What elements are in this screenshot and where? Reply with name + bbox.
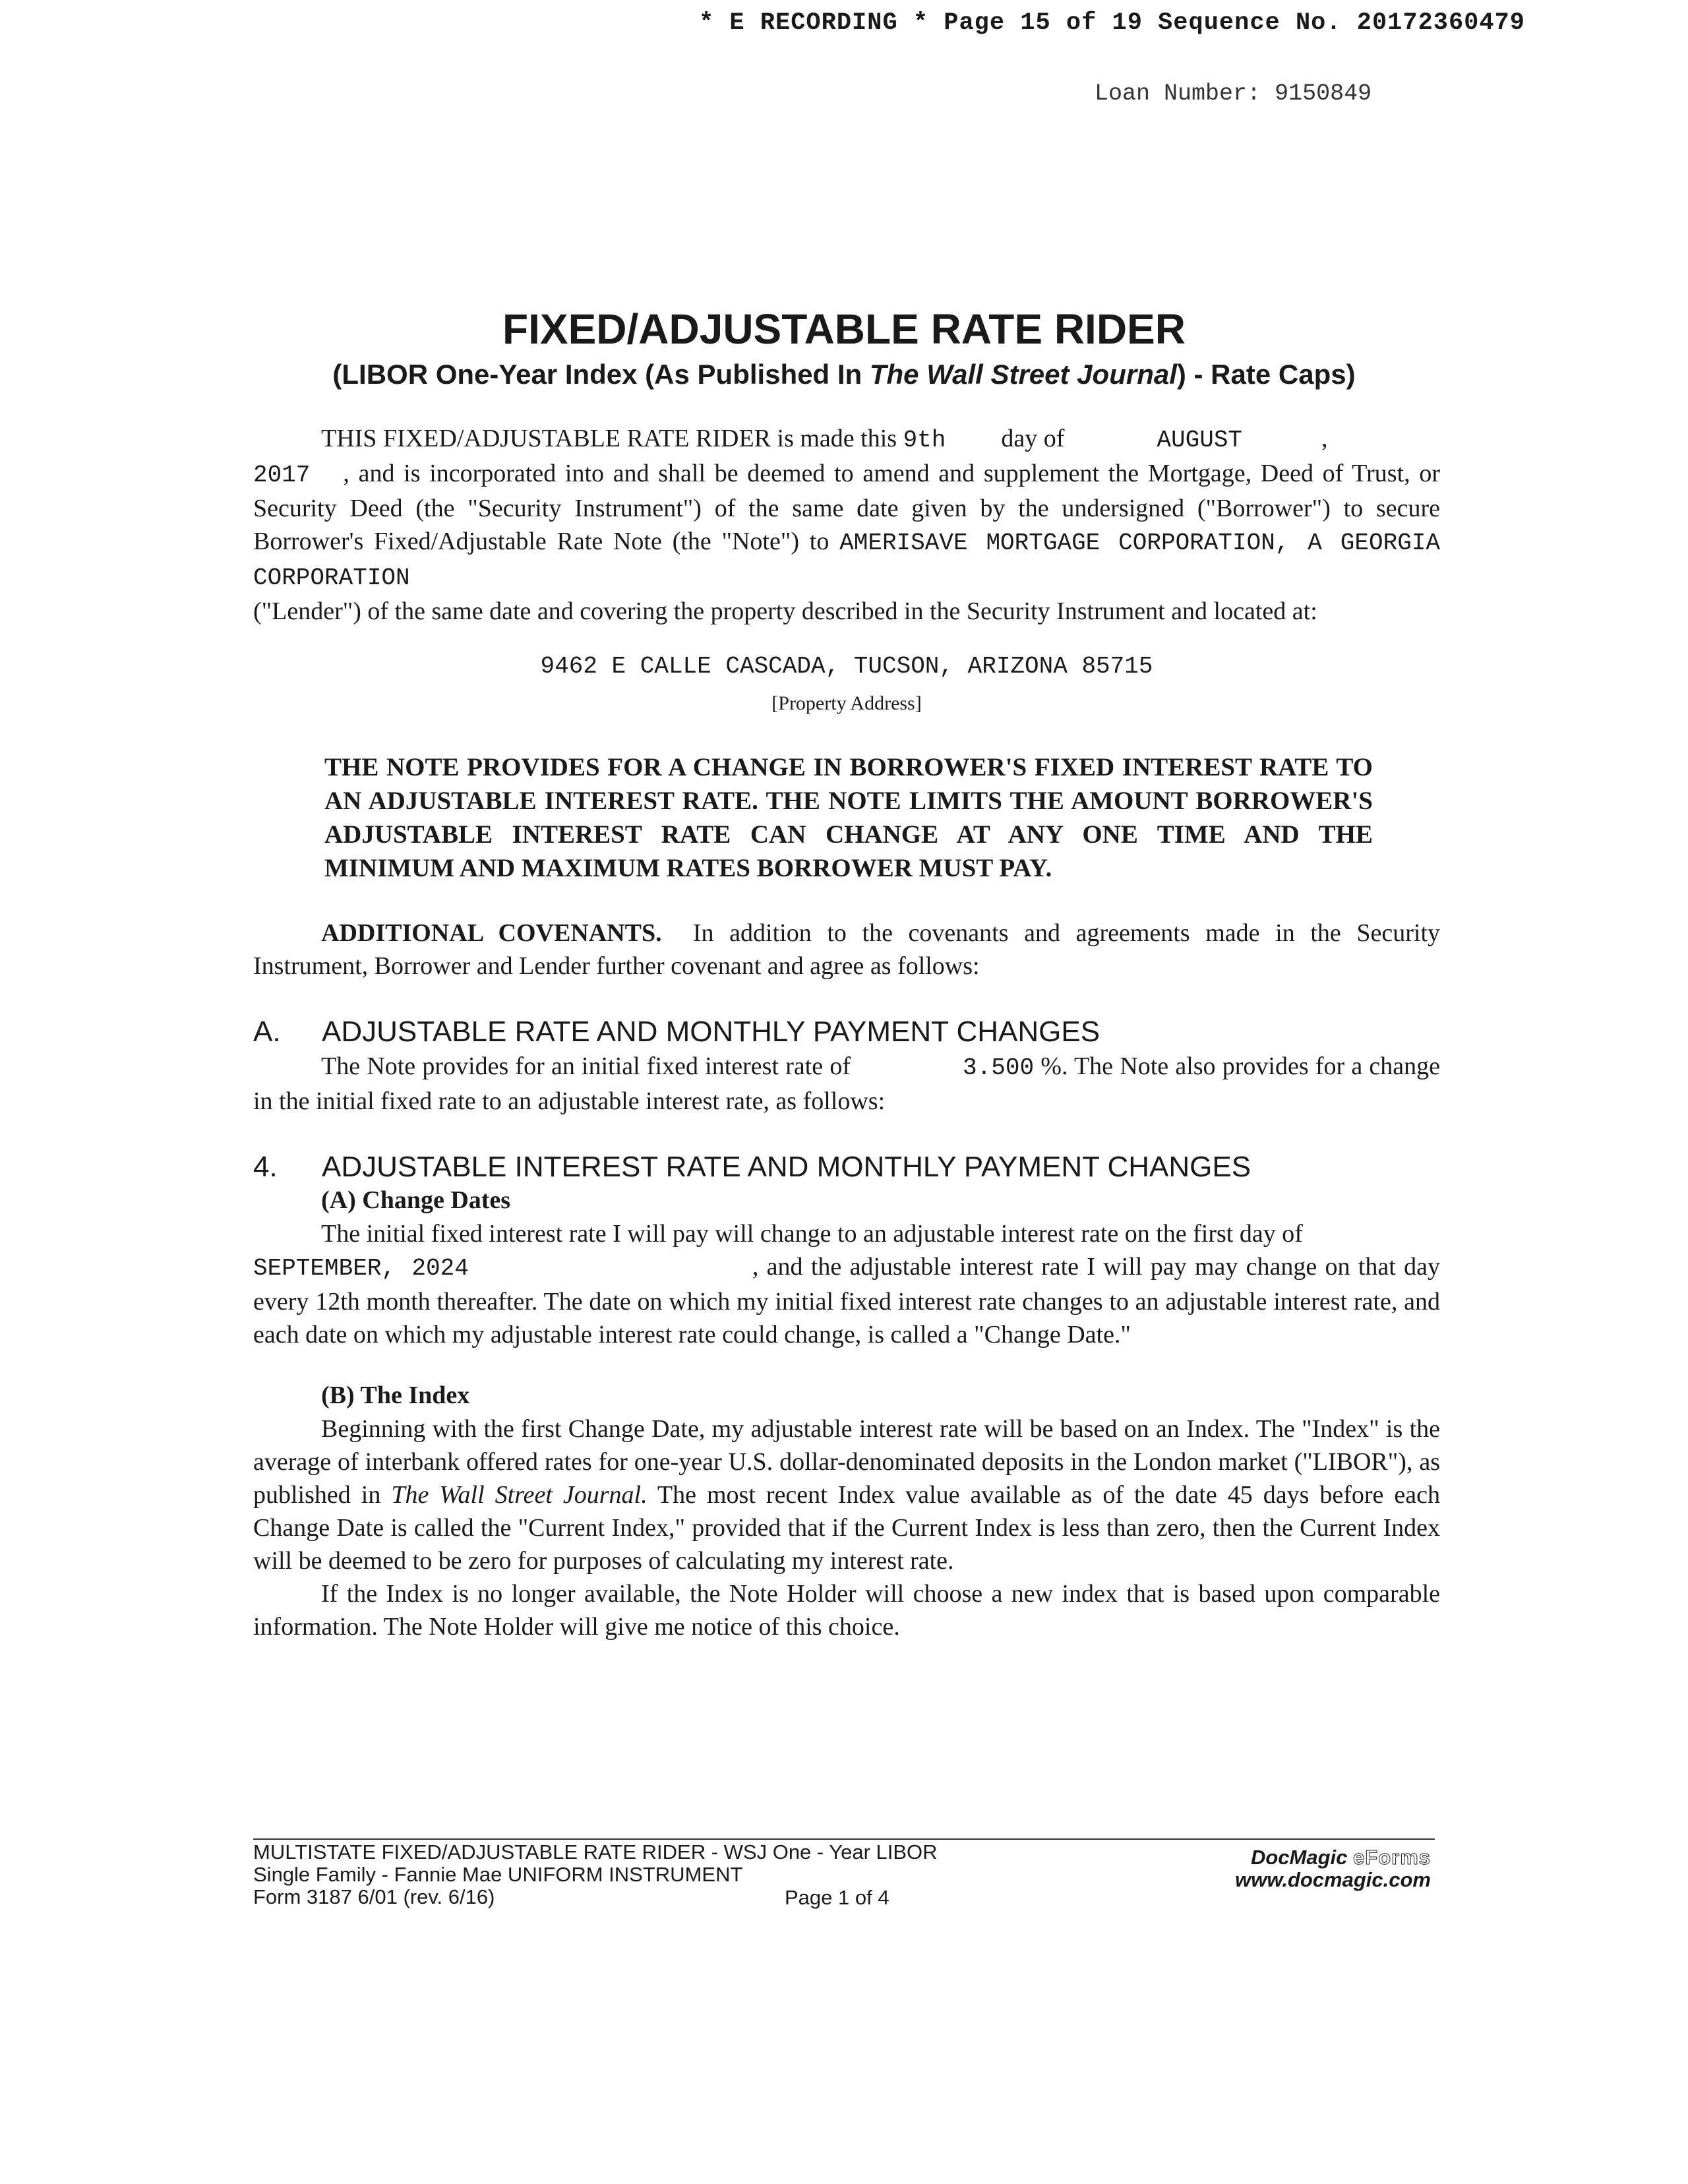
- intro-text-4: ("Lender") of the same date and covering the property described in the Security Instrument and located at:: [253, 597, 1317, 625]
- footer-divider: [253, 1838, 1435, 1840]
- subtitle-prefix: (LIBOR One-Year Index (As Published In: [332, 359, 870, 390]
- footer-line-3: Form 3187 6/01 (rev. 6/16): [253, 1885, 495, 1908]
- initial-rate: 3.500: [963, 1054, 1035, 1081]
- intro-text-2: day of: [1001, 425, 1065, 452]
- intro-paragraph: [253, 422, 1440, 628]
- rider-month: AUGUST: [1157, 427, 1243, 454]
- change-dates-text-2: , and the adjustable interest rate I will pay may change on that day every 12th month thereafter. The date on which my initial fixed interest rate changes to an adjustable interest rate, and each date on which my adjustable interest rate could change, is called a "Change Date.": [253, 1253, 1440, 1349]
- section-4-title: ADJUSTABLE INTEREST RATE AND MONTHLY PAYMENT CHANGES: [322, 1151, 1251, 1183]
- brand-eforms-logo: eForms: [1353, 1846, 1431, 1869]
- section-4-heading: [253, 1151, 1251, 1184]
- document-subtitle: [251, 359, 1437, 390]
- index-heading: (B) The Index: [321, 1381, 470, 1409]
- recording-header: * E RECORDING * Page 15 of 19 Sequence No. 20172360479: [699, 9, 1525, 37]
- index-text-3: If the Index is no longer available, the Note Holder will choose a new index that is based upon comparable information. The Note Holder will give me notice of this choice.: [253, 1580, 1440, 1641]
- index-text-2: The most recent Index value available as of the date 45 days before each Change Date is called the "Current Index," provided that if the Current Index is less than zero, then the Current Index will be deemed to be zero for purposes of calculating my interest rate.: [253, 1481, 1441, 1575]
- covenants-label: ADDITIONAL COVENANTS.: [321, 919, 662, 947]
- section-a-title: ADJUSTABLE RATE AND MONTHLY PAYMENT CHANGES: [322, 1016, 1100, 1048]
- brand-url: www.docmagic.com: [1235, 1868, 1431, 1891]
- intro-text-3: , and is incorporated into and shall be deemed to amend and supplement the Mortgage, Deed of Trust, or Security Deed (the "Security Instrument") of the same date given by the undersigned ("Borrower") to secure Borrower's Fixed/Adjustable Rate Note (the "Note") to: [253, 460, 1440, 555]
- brand-name: DocMagic: [1250, 1846, 1348, 1869]
- section-a-number: A.: [253, 1016, 281, 1048]
- document-title: FIXED/ADJUSTABLE RATE RIDER: [502, 305, 1186, 353]
- subtitle-italic: The Wall Street Journal: [869, 359, 1177, 390]
- rate-change-notice: THE NOTE PROVIDES FOR A CHANGE IN BORROWER'S FIXED INTEREST RATE TO AN ADJUSTABLE INTEREST RATE. THE NOTE LIMITS THE AMOUNT BORROWER'S ADJUSTABLE INTEREST RATE CAN CHANGE AT ANY ONE TIME AND THE MINIMUM AND MAXIMUM RATES BORROWER MUST PAY.: [324, 753, 1373, 882]
- loan-number-label: Loan Number:: [1095, 80, 1261, 107]
- index-text-1: Beginning with the first Change Date, my adjustable interest rate will be based on an Index. The "Index" is the average of interbank offered rates for one-year U.S. dollar-denominated deposits in the London market ("LIBOR"), as published in: [253, 1415, 1440, 1509]
- additional-covenants: [253, 917, 1440, 983]
- property-address: 9462 E CALLE CASCADA, TUCSON, ARIZONA 85715: [540, 653, 1153, 680]
- section-4-number: 4.: [253, 1151, 278, 1183]
- property-address-label: [Property Address]: [771, 692, 922, 714]
- footer-page-number: Page 1 of 4: [785, 1886, 889, 1909]
- covenants-text: In addition to the covenants and agreements made in the Security Instrument, Borrower and Lender further covenant and agree as follows:: [253, 919, 1440, 980]
- intro-comma: ,: [1321, 425, 1328, 452]
- lender-name: AMERISAVE MORTGAGE CORPORATION, A GEORGIA CORPORATION: [253, 530, 1440, 592]
- change-dates-heading: (A) Change Dates: [321, 1186, 511, 1214]
- change-dates-paragraph: [253, 1217, 1440, 1351]
- intro-text-1: THIS FIXED/ADJUSTABLE RATE RIDER is made this: [321, 425, 897, 452]
- loan-number-value: 9150849: [1275, 80, 1372, 107]
- rider-day: 9th: [903, 427, 946, 454]
- index-paragraph: [253, 1412, 1440, 1643]
- loan-number-line: [1095, 80, 1372, 107]
- rider-year: 2017: [253, 462, 311, 489]
- section-a-body: [253, 1050, 1440, 1118]
- change-dates-text-1: The initial fixed interest rate I will pay will change to an adjustable interest rate on the first day of: [321, 1220, 1303, 1248]
- subtitle-suffix: ) - Rate Caps): [1176, 359, 1356, 390]
- section-a-text-1: The Note provides for an initial fixed interest rate of: [321, 1052, 851, 1080]
- footer-line-1: MULTISTATE FIXED/ADJUSTABLE RATE RIDER - WSJ One - Year LIBOR: [253, 1840, 938, 1864]
- first-change-date: SEPTEMBER, 2024: [253, 1255, 469, 1282]
- footer-line-2: Single Family - Fannie Mae UNIFORM INSTRUMENT: [253, 1863, 743, 1886]
- footer-brand: [1207, 1846, 1431, 1891]
- section-a-text-2: %. The Note also provides for a change in the initial fixed rate to an adjustable interest rate, as follows:: [253, 1052, 1441, 1115]
- section-a-heading: [253, 1016, 1100, 1048]
- index-italic: The Wall Street Journal.: [391, 1481, 648, 1509]
